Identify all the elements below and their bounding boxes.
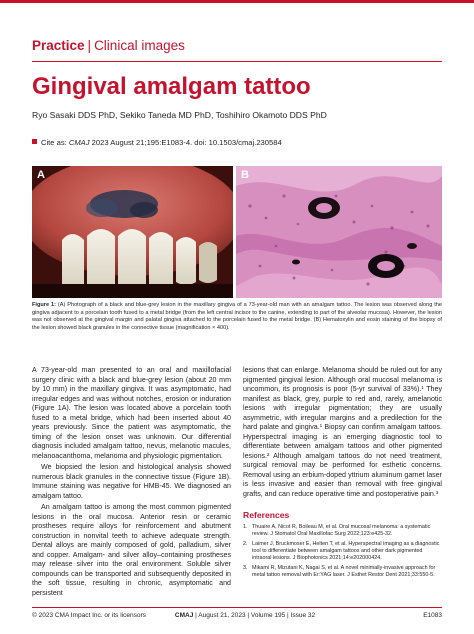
footer-copyright: © 2023 CMA Impact Inc. or its licensors xyxy=(32,612,146,619)
section-label: Practice xyxy=(32,38,85,53)
citation-line xyxy=(32,138,282,147)
references-heading: References xyxy=(243,510,290,520)
footer-page-number: E1083 xyxy=(423,612,442,619)
reference-item xyxy=(243,524,442,538)
citation-square-icon xyxy=(32,139,37,144)
panel-b-letter: B xyxy=(241,169,249,181)
cite-doi[interactable]: 2023 August 21;195:E1083-4. doi: 10.1503/cmaj.230584 xyxy=(91,138,282,147)
body-column-right xyxy=(243,366,442,499)
body-column-left xyxy=(32,366,231,598)
body-paragraph: We biopsied the lesion and histological analysis showed numerous black granules in the connective tissue (Figure 1B). Immune staining was negative for HMB-45. We diagnosed an amalgam tattoo. xyxy=(32,463,231,500)
reference-text[interactable]: Thuaire A, Nicot R, Boileau M, et al. Oral mucosal melanoma: a systematic review. J Stomatol Oral Maxillofac Surg 2022;123:e425-32. xyxy=(252,524,431,537)
figure-caption xyxy=(32,302,442,332)
caption-text: (A) Photograph of a black and blue-grey lesion in the maxillary gingiva of a 73-year-old man with an amalgam tattoo. The lesion was observed along the gingiva adjacent to a porcelain tooth fused to a metal bridge (from the left central incisor to the canine, extending to part of the alveolar mucosa). However, the lesion was not observed at the gingival margin and palatal gingiva attached to the porcelain fused to the metal bridge. (B) Hematoxylin and eosin staining of the biopsy of the lesion showed black granules in the connective tissue (magnification × 400). xyxy=(32,302,442,331)
reference-text[interactable]: Mikami R, Mizutani K, Nagai S, et al. A novel minimally-invasive approach for metal tattoo removal with Er:YAG laser. J Esthet Restor Dent 2021;33:550-5. xyxy=(252,565,436,578)
footer-rule xyxy=(32,607,442,608)
histology-illustration xyxy=(236,166,442,298)
gingiva-photo-illustration xyxy=(32,166,233,298)
body-paragraph: A 73-year-old man presented to an oral and maxillofacial surgery clinic with a black and blue-grey lesion (about 20 mm by 10 mm) in the maxillary gingiva. It was asymptomatic, had irregular edges and was without notches, erosion or induration (Figure 1A). The lesion was located above a porcelain tooth fused to a metal bridge, which had been inserted about 40 years previously. Since the patient was asymptomatic, the timing of the lesion onset was unknown. Our differential diagnosis included amalgam tattoo, nevus, melanotic macules, melanoacanthoma, melanoma and physiologic pigmentation. xyxy=(32,366,231,460)
section-separator: | xyxy=(87,38,92,53)
reference-list xyxy=(243,524,442,582)
header-rule xyxy=(32,61,442,62)
panel-a-letter: A xyxy=(37,169,45,181)
footer-issue-info: | August 21, 2023 | Volume 195 | Issue 32 xyxy=(193,612,316,619)
cite-journal: CMAJ xyxy=(68,138,90,147)
caption-label: Figure 1: xyxy=(32,302,56,308)
footer-journal: CMAJ xyxy=(174,612,194,619)
subsection-label: Clinical images xyxy=(94,38,185,53)
reference-text[interactable]: Laimer J, Bruckmoser E, Helten T, et al. Hyperspectral imaging as a diagnostic tool to differentiate between amalgam tattoos and other dark pigmented intraoral lesions. J Biophotonics 2021;14:e202000424. xyxy=(252,541,440,561)
reference-number: 1. xyxy=(243,524,248,530)
footer-issue xyxy=(160,612,330,619)
reference-item xyxy=(243,541,442,562)
section-header xyxy=(32,38,185,53)
body-paragraph: lesions that can enlarge. Melanoma should be ruled out for any pigmented gingival lesion. Although oral mucosal melanoma is uncommon, its prognosis is poor (5-yr survival of 33%).¹ They manifest as black, grey, purple to red and, rarely, amelanotic lesions with irregular pigmentation; they are usually asymmetric, with irregular margins and a predilection for the hard palate and gingiva.¹ Biopsy can confirm amalgam tattoos. Hyperspectral imaging is an emerging diagnostic tool to differentiate between amalgam tattoos and other pigmented lesions.² Although amalgam tattoos do not need treatment, surgical removal may be performed for esthetic concerns. Removal using an erbium-doped yttrium aluminum garnet laser is less invasive and easier than removal with free gingival grafts, and can reduce operative time and postoperative pain.³ xyxy=(243,366,442,498)
reference-item xyxy=(243,565,442,579)
figure-panel-b-histology xyxy=(236,166,442,298)
author-list: Ryo Sasaki DDS PhD, Sekiko Taneda MD PhD, Toshihiro Okamoto DDS PhD xyxy=(32,110,327,120)
body-paragraph: An amalgam tattoo is among the most common pigmented lesions in the oral mucosa. Anterior resin or ceramic prostheses require alloys for reinforcement and abutment construction in nonvital teeth to achieve adequate strength. Dental alloys are mainly composed of gold, palladium, silver and copper. Amalgam- and silver alloy–containing prostheses may release silver into the oral environment. Soluble silver compounds can be transported and subsequently deposited in the soft tissue, resulting in chronic, asymptomatic and persistent xyxy=(32,503,231,597)
figure-panel-a-photo xyxy=(32,166,233,298)
cite-label: Cite as: xyxy=(41,138,67,147)
article-title: Gingival amalgam tattoo xyxy=(32,73,311,100)
top-accent-rule xyxy=(0,0,474,3)
reference-number: 3. xyxy=(243,565,248,571)
reference-number: 2. xyxy=(243,541,248,547)
